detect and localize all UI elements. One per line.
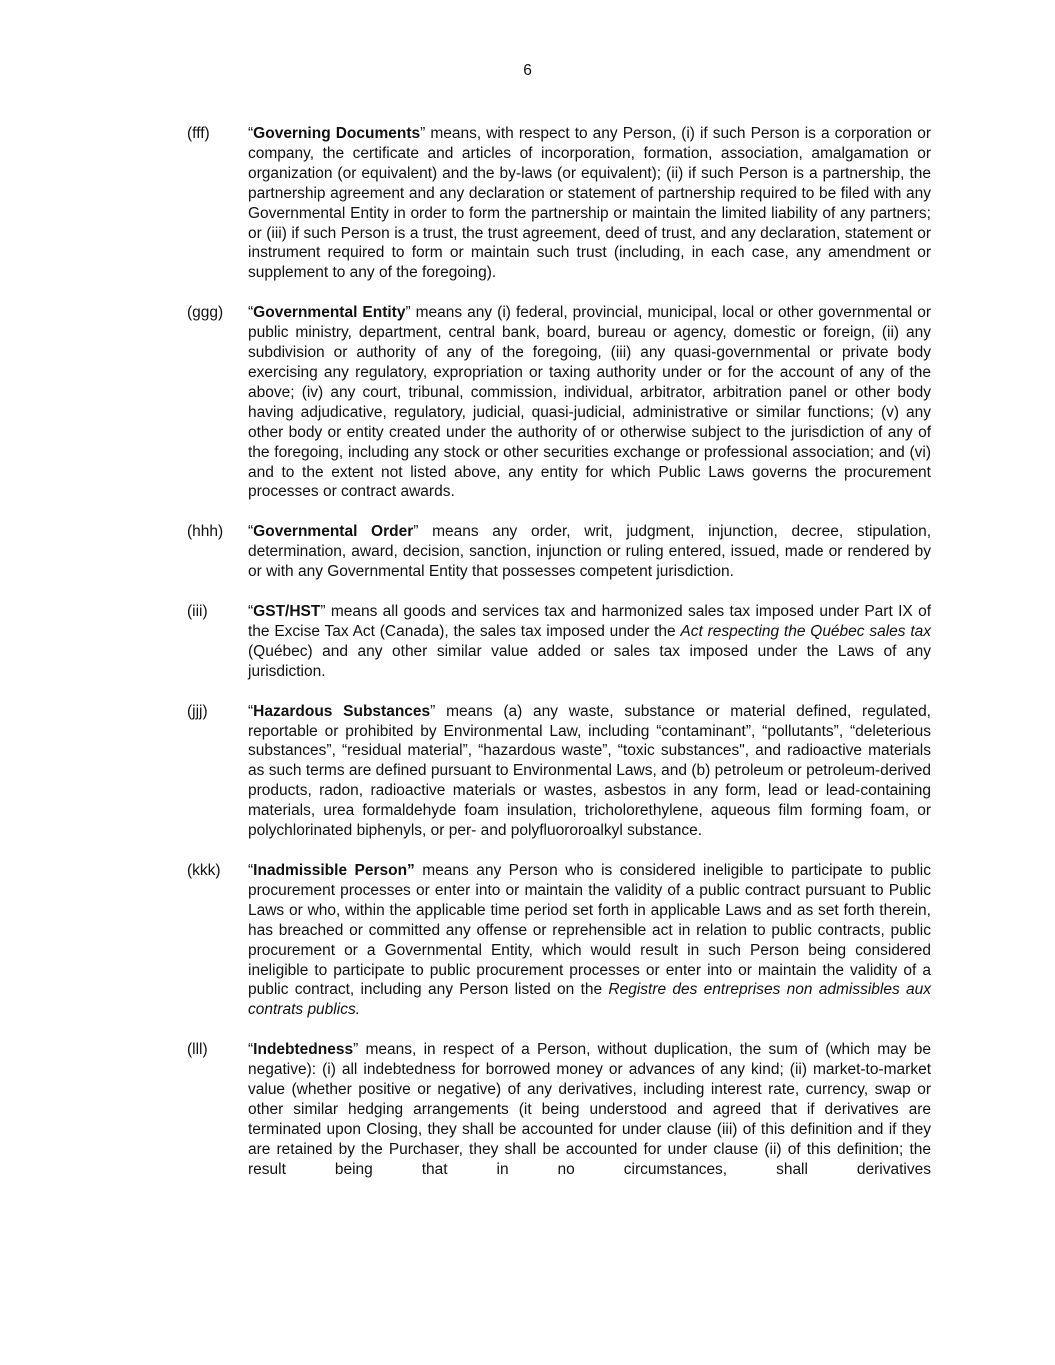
definition-label: (ggg)	[187, 304, 224, 322]
definition-body	[248, 522, 931, 582]
defined-term: Governing Documents	[253, 125, 421, 142]
registry-title: Registre des entreprises non admissibles aux contrats publics.	[248, 981, 931, 1019]
page-number: 6	[523, 62, 532, 79]
definition-governmental-entity	[187, 303, 931, 502]
open-quote: “	[248, 702, 254, 720]
defined-term: GST/HST	[253, 603, 321, 621]
definition-governing-documents	[187, 124, 931, 283]
open-quote: “	[248, 862, 254, 879]
definition-gst-hst	[187, 602, 931, 682]
definitions-list	[187, 124, 931, 1200]
defined-term: Hazardous Substances	[253, 702, 431, 720]
definition-text: ” means, with respect to any Person, (i) if such Person is a corporation or company, the certificate and articles of incorporation, formation, association, amalgamation or organization (or equivalent) and the by-laws (or equivalent); (ii) if such Person is a partnership, the partnership agreement and any declaration or statement of partnership required to be filed with any Governmental Entity in order to form the partnership or maintain the limited liability of any partners; or (iii) if such Person is a trust, the trust agreement, deed of trust, and any declaration, statement or instrument required to form or maintain such trust (including, in each case, any amendment or supplement to any of the foregoing).	[248, 125, 931, 282]
definition-hazardous-substances	[187, 702, 931, 841]
open-quote: “	[248, 603, 254, 621]
defined-term: Indebtedness	[253, 1041, 354, 1059]
definition-body	[248, 602, 931, 682]
definition-label: (jjj)	[187, 702, 208, 720]
definition-label: (fff)	[187, 125, 210, 142]
defined-term: Governmental Entity	[253, 304, 406, 322]
definition-text: ” means all goods and services tax and harmonized sales tax imposed under Part IX of the Excise Tax Act (Canada), the sales tax imposed under the	[248, 603, 931, 640]
definition-text: means any Person who is considered ineligible to participate to public procurement processes or enter into or maintain the validity of a public contract pursuant to Public Laws or who, within the applicable time period set forth in applicable Laws and as set forth therein, has breached or committed any offense or reprehensible act in relation to public contracts, public procurement or a Governmental Entity, which would result in such Person being considered ineligible to participate to public procurement processes or enter into or maintain the validity of a public contract, including any Person listed on the	[248, 862, 931, 999]
definition-body	[248, 702, 931, 841]
definition-text: ” means any order, writ, judgment, injunction, decree, stipulation, determination, award, decision, sanction, injunction or ruling entered, issued, made or rendered by or with any Governmental Entity that possesses competent jurisdiction.	[248, 523, 931, 581]
statute-title: Act respecting the Québec sales tax	[680, 622, 931, 640]
definition-label: (hhh)	[187, 523, 224, 541]
definition-body	[248, 861, 931, 1020]
definition-body	[248, 303, 931, 502]
definition-body	[248, 124, 931, 283]
definition-text: ” means, in respect of a Person, without duplication, the sum of (which may be negative): (i) all indebtedness for borrowed money or advances of any kind; (ii) market-to-market value (whether positive or negative) of any derivatives, including interest rate, currency, swap or other similar hedging arrangements (it being understood and agreed that if derivatives are terminated upon Closing, they shall be accounted for under clause (iii) of this definition and if they are retained by the Purchaser, they shall be accounted for under clause (ii) of this definition; the result being that in no circumstances, shall derivatives	[248, 1041, 931, 1178]
definition-label: (kkk)	[187, 862, 221, 879]
open-quote: “	[248, 304, 254, 322]
definition-text: ” means (a) any waste, substance or material defined, regulated, reportable or prohibited by Environmental Law, including “contaminant”, “pollutants”, “deleterious substances”, “residual material”, “hazardous waste”, “toxic substances", and radioactive materials as such terms are defined pursuant to Environmental Laws, and (b) petroleum or petroleum-derived products, radon, radioactive materials or wastes, asbestos in any form, lead or lead-containing materials, urea formaldehyde foam insulation, tricholorethylene, aqueous film forming foam, or polychlorinated biphenyls, or per- and polyfluororoalkyl substance.	[248, 702, 931, 840]
defined-term: Governmental Order	[253, 523, 414, 541]
definition-inadmissible-person	[187, 861, 931, 1020]
definition-indebtedness	[187, 1040, 931, 1179]
definition-label: (iii)	[187, 603, 208, 621]
definition-governmental-order	[187, 522, 931, 582]
definition-text-continued: (Québec) and any other similar value added or sales tax imposed under the Laws of any jurisdiction.	[248, 642, 931, 680]
definition-label: (lll)	[187, 1041, 208, 1059]
open-quote: “	[248, 1041, 254, 1059]
definition-text: ” means any (i) federal, provincial, municipal, local or other governmental or public ministry, department, central bank, board, bureau or agency, domestic or foreign, (ii) any subdivision or authority of any of the foregoing, (iii) any quasi-governmental or private body exercising any regulatory, expropriation or taxing authority under or for the account of any of the above; (iv) any court, tribunal, commission, individual, arbitrator, arbitration panel or other body having adjudicative, regulatory, judicial, quasi-judicial, administrative or similar functions; (v) any other body or entity created under the authority of or otherwise subject to the jurisdiction of any of the foregoing, including any stock or other securities exchange or professional association; and (vi) and to the extent not listed above, any entity for which Public Laws governs the procurement processes or contract awards.	[248, 304, 931, 501]
open-quote: “	[248, 523, 254, 541]
defined-term: Inadmissible Person”	[253, 862, 415, 879]
open-quote: “	[248, 125, 254, 142]
definition-body	[248, 1040, 931, 1179]
